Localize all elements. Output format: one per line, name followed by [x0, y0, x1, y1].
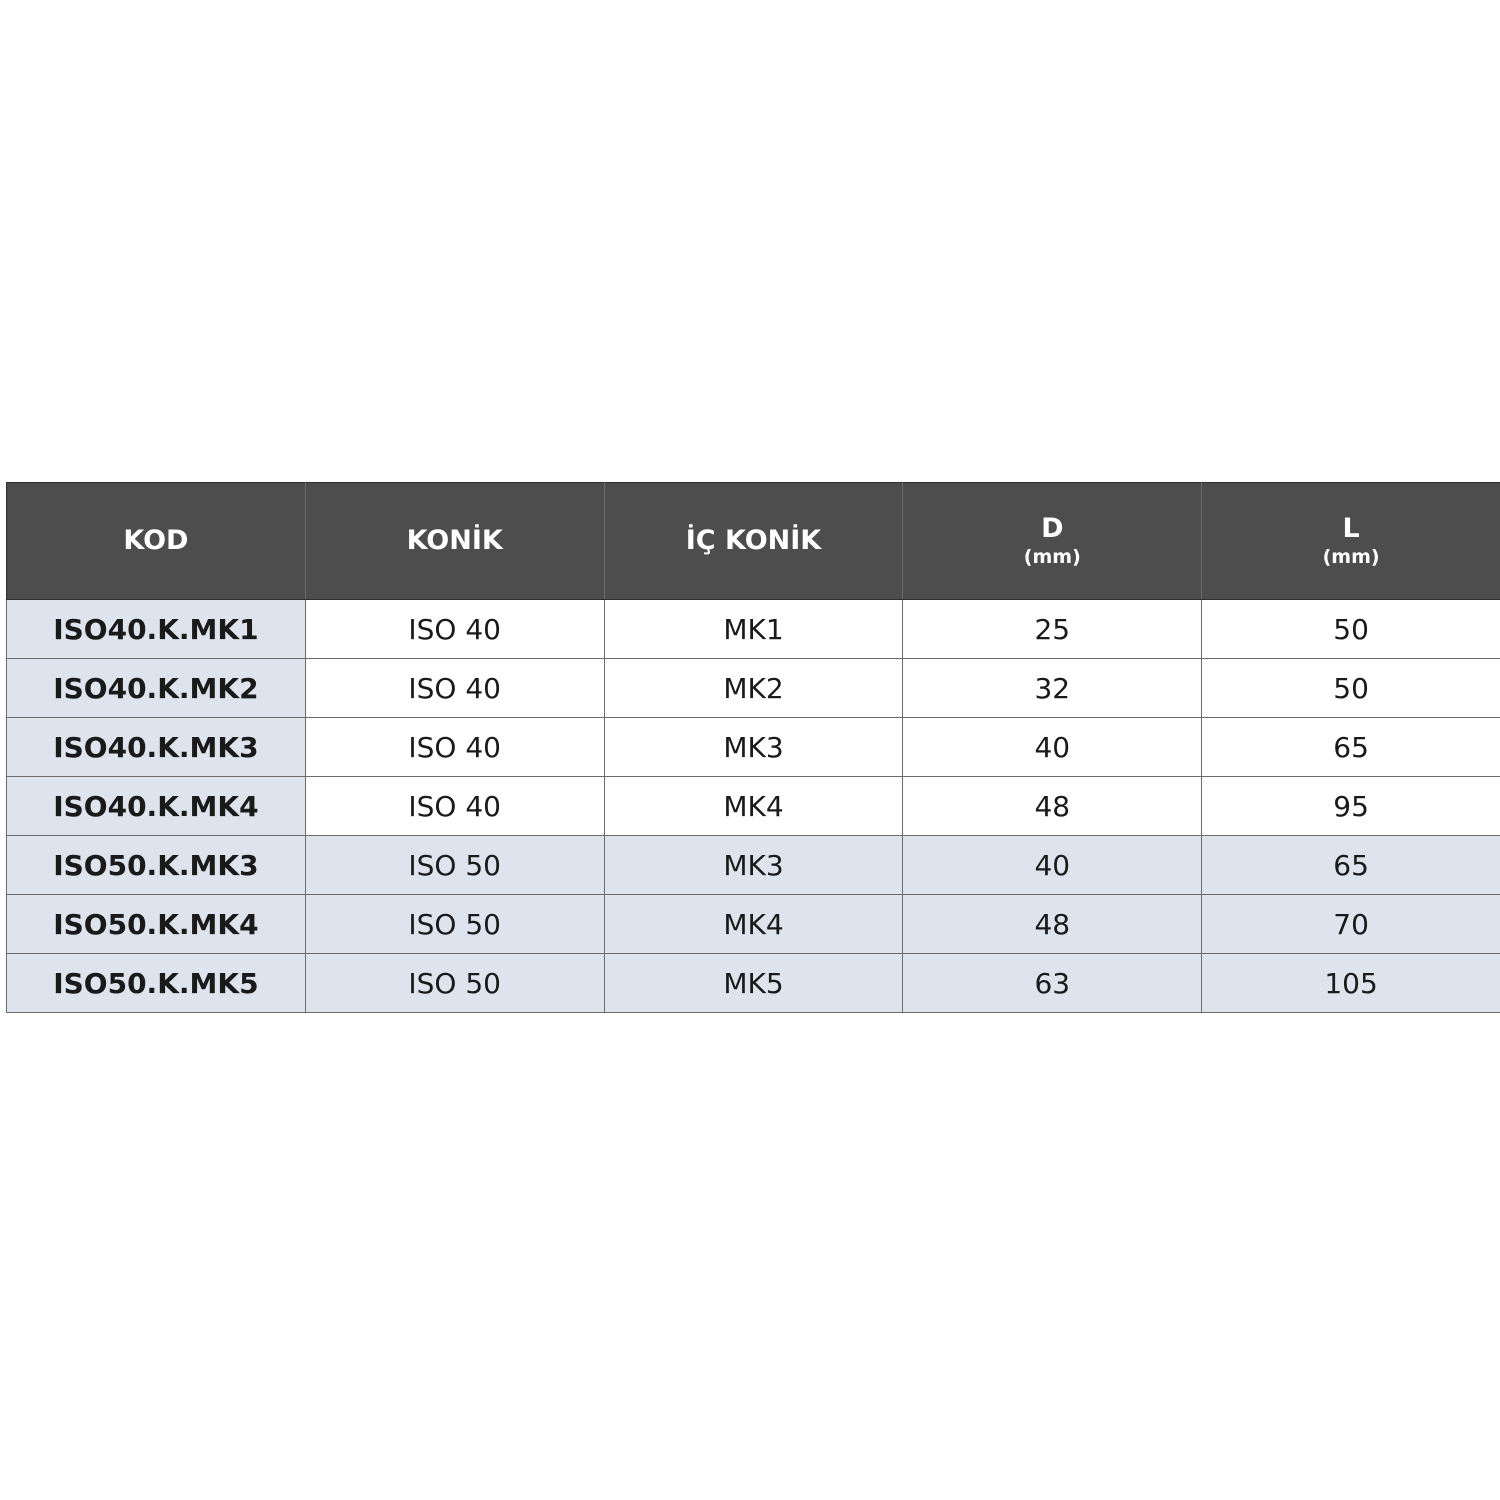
header-l-label: L	[1342, 513, 1360, 544]
cell-kod: ISO40.K.MK4	[7, 777, 306, 836]
cell-konik: ISO 40	[305, 777, 604, 836]
cell-konik: ISO 40	[305, 718, 604, 777]
table-row	[7, 600, 1500, 659]
cell-ic-konik: MK3	[604, 718, 903, 777]
cell-kod: ISO40.K.MK2	[7, 659, 306, 718]
cell-l: 65	[1202, 836, 1500, 895]
cell-d: 63	[903, 954, 1202, 1013]
table-row	[7, 777, 1500, 836]
cell-konik: ISO 50	[305, 836, 604, 895]
cell-konik: ISO 40	[305, 659, 604, 718]
table-row	[7, 718, 1500, 777]
cell-d: 25	[903, 600, 1202, 659]
header-l-unit: (mm)	[1322, 546, 1380, 568]
header-konik	[305, 483, 604, 600]
table-row	[7, 836, 1500, 895]
cell-ic-konik: MK4	[604, 895, 903, 954]
cell-kod: ISO50.K.MK4	[7, 895, 306, 954]
cell-d: 40	[903, 718, 1202, 777]
cell-ic-konik: MK2	[604, 659, 903, 718]
cell-d: 40	[903, 836, 1202, 895]
header-ic-konik-label: İÇ KONİK	[685, 525, 822, 556]
table-row	[7, 954, 1500, 1013]
cell-l: 50	[1202, 659, 1500, 718]
cell-l: 50	[1202, 600, 1500, 659]
header-kod	[7, 483, 306, 600]
header-d-label: D	[1041, 513, 1064, 544]
cell-ic-konik: MK5	[604, 954, 903, 1013]
header-kod-label: KOD	[123, 525, 189, 556]
header-l	[1202, 483, 1500, 600]
cell-d: 48	[903, 777, 1202, 836]
cell-d: 32	[903, 659, 1202, 718]
cell-ic-konik: MK3	[604, 836, 903, 895]
spec-table	[6, 482, 1500, 1013]
cell-konik: ISO 40	[305, 600, 604, 659]
cell-kod: ISO50.K.MK3	[7, 836, 306, 895]
cell-l: 70	[1202, 895, 1500, 954]
cell-l: 95	[1202, 777, 1500, 836]
table-row	[7, 659, 1500, 718]
header-konik-label: KONİK	[406, 525, 503, 556]
cell-konik: ISO 50	[305, 954, 604, 1013]
cell-konik: ISO 50	[305, 895, 604, 954]
table-row	[7, 895, 1500, 954]
header-d	[903, 483, 1202, 600]
cell-kod: ISO50.K.MK5	[7, 954, 306, 1013]
table-body	[7, 600, 1500, 1013]
cell-kod: ISO40.K.MK3	[7, 718, 306, 777]
cell-ic-konik: MK1	[604, 600, 903, 659]
cell-l: 65	[1202, 718, 1500, 777]
table-header	[7, 483, 1500, 600]
header-ic-konik	[604, 483, 903, 600]
cell-kod: ISO40.K.MK1	[7, 600, 306, 659]
header-row	[7, 483, 1500, 600]
header-d-unit: (mm)	[1023, 546, 1081, 568]
cell-d: 48	[903, 895, 1202, 954]
cell-ic-konik: MK4	[604, 777, 903, 836]
cell-l: 105	[1202, 954, 1500, 1013]
